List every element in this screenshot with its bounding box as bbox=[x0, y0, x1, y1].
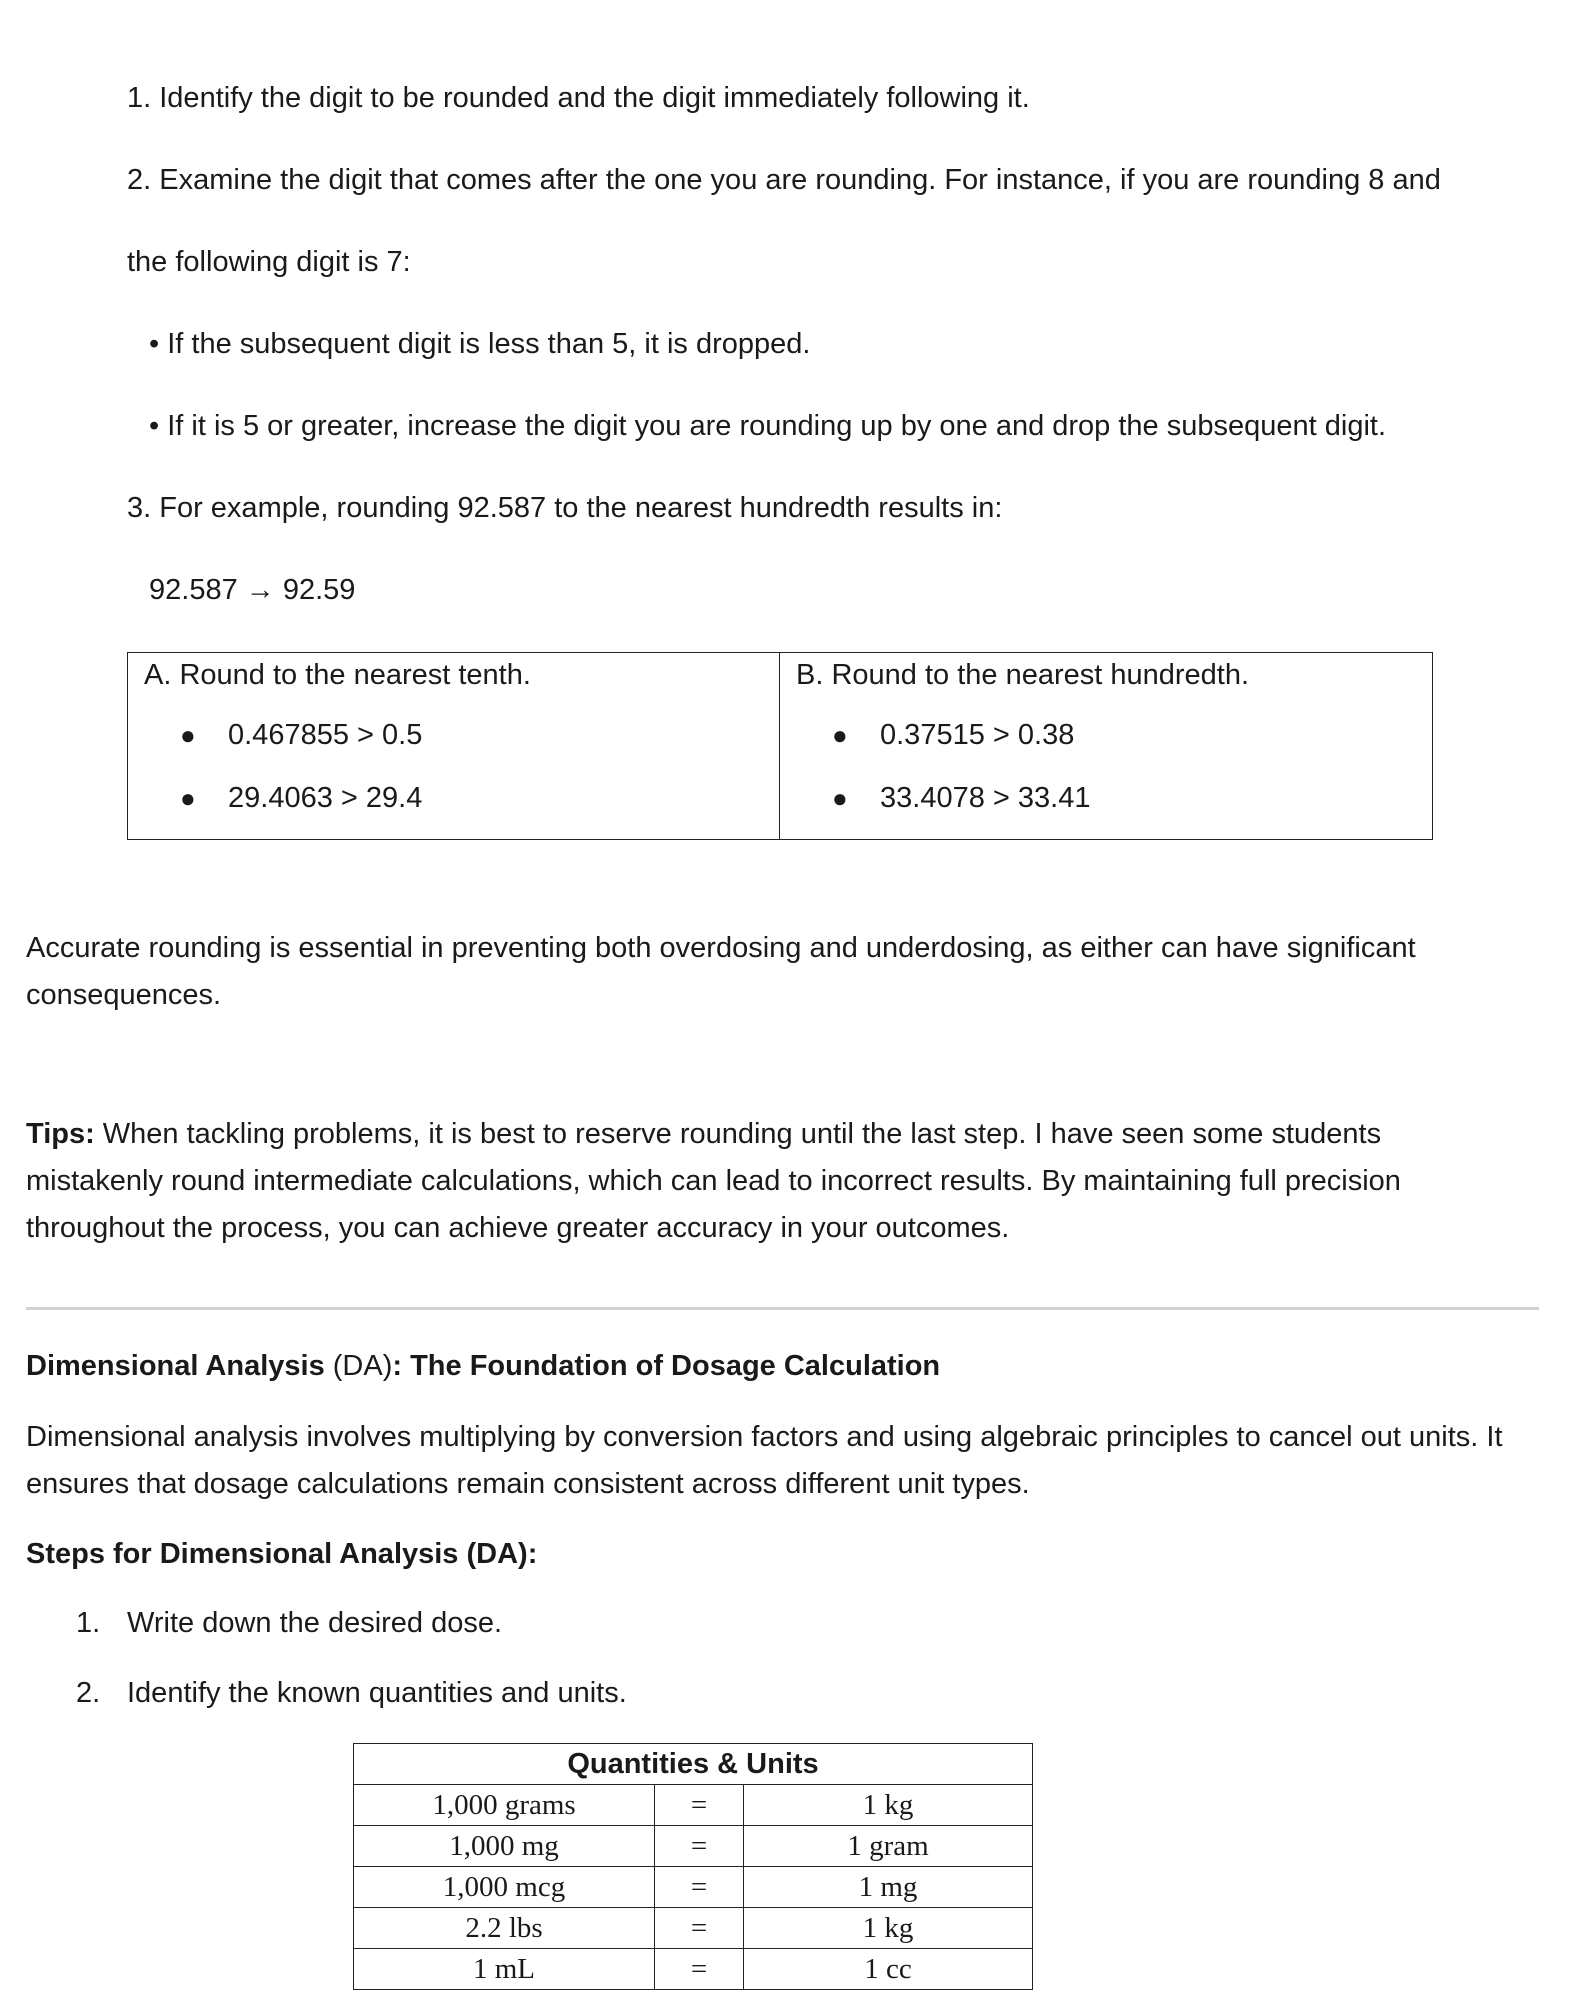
example-text: 0.37515 > 0.38 bbox=[880, 719, 1075, 751]
column-heading: B. Round to the nearest hundredth. bbox=[796, 659, 1250, 691]
da-step-text: Identify the known quantities and units. bbox=[127, 1677, 627, 1709]
rule-text: If it is 5 or greater, increase the digit you are rounding up by one and drop the subsequent digit. bbox=[167, 410, 1387, 442]
right-cell: 1 gram bbox=[744, 1826, 1033, 1867]
tips-label: Tips: bbox=[26, 1118, 95, 1150]
left-cell: 2.2 lbs bbox=[354, 1908, 655, 1949]
tips-text: When tackling problems, it is best to reserve rounding until the last step. I have seen some students mistakenly round intermediate calculations, which can lead to incorrect results. By maintaining full precision throughout the process, you can achieve greater accuracy in your outcomes. bbox=[26, 1118, 1401, 1244]
step-2 bbox=[127, 164, 1441, 197]
example-text: 0.467855 > 0.5 bbox=[228, 719, 423, 751]
example-item bbox=[832, 719, 1074, 752]
bullet-icon: ● bbox=[180, 783, 196, 813]
left-cell: 1 mL bbox=[354, 1949, 655, 1990]
example-text: 33.4078 > 33.41 bbox=[880, 782, 1091, 814]
heading-part: : The Foundation of Dosage Calculation bbox=[392, 1350, 941, 1382]
horizontal-divider bbox=[26, 1307, 1539, 1310]
equals-cell: = bbox=[655, 1785, 744, 1826]
rule-item bbox=[149, 328, 810, 361]
table-row bbox=[354, 1785, 1033, 1826]
tips-paragraph bbox=[26, 1111, 1526, 1252]
step-number: 3. bbox=[127, 492, 152, 524]
column-heading: A. Round to the nearest tenth. bbox=[144, 659, 531, 691]
heading-part: Dimensional Analysis bbox=[26, 1350, 325, 1382]
table-row bbox=[354, 1949, 1033, 1990]
example-line: 92.587 → 92.59 bbox=[149, 574, 356, 606]
table-row bbox=[354, 1867, 1033, 1908]
step-number: 1. bbox=[127, 82, 152, 114]
equals-cell: = bbox=[655, 1867, 744, 1908]
da-step-number: 1. bbox=[76, 1607, 101, 1639]
bullet-icon: • bbox=[149, 410, 160, 442]
accuracy-note: Accurate rounding is essential in preventing both overdosing and underdosing, as either can have significant consequences. bbox=[26, 932, 1416, 1011]
example-item bbox=[832, 782, 1090, 815]
step-text: Identify the digit to be rounded and the digit immediately following it. bbox=[159, 82, 1030, 114]
rule-item bbox=[149, 410, 1386, 443]
step-1 bbox=[127, 82, 1030, 115]
da-step-text: Write down the desired dose. bbox=[127, 1607, 503, 1639]
right-cell: 1 kg bbox=[744, 1908, 1033, 1949]
table-row bbox=[354, 1908, 1033, 1949]
steps-heading: Steps for Dimensional Analysis (DA): bbox=[26, 1538, 538, 1570]
table-title: Quantities & Units bbox=[354, 1744, 1033, 1785]
table-header-row bbox=[354, 1744, 1033, 1785]
left-cell: 1,000 mg bbox=[354, 1826, 655, 1867]
bullet-icon: • bbox=[149, 328, 160, 360]
equals-cell: = bbox=[655, 1908, 744, 1949]
rounding-column-tenth bbox=[128, 653, 780, 839]
rounding-column-hundredth bbox=[780, 653, 1432, 839]
da-intro: Dimensional analysis involves multiplying by conversion factors and using algebraic principles to cancel out units. It ensures that dosage calculations remain consistent across different unit types. bbox=[26, 1421, 1503, 1500]
step-2-continued: the following digit is 7: bbox=[127, 246, 411, 278]
bullet-icon: ● bbox=[832, 720, 848, 750]
rounding-examples-box bbox=[127, 652, 1433, 840]
right-cell: 1 cc bbox=[744, 1949, 1033, 1990]
step-number: 2. bbox=[127, 164, 152, 196]
step-text: Examine the digit that comes after the one you are rounding. For instance, if you are rounding 8 and bbox=[159, 164, 1441, 196]
bullet-icon: ● bbox=[832, 783, 848, 813]
left-cell: 1,000 mcg bbox=[354, 1867, 655, 1908]
rule-text: If the subsequent digit is less than 5, it is dropped. bbox=[167, 328, 811, 360]
example-item bbox=[180, 782, 422, 815]
heading-part: (DA) bbox=[324, 1350, 393, 1382]
units-table bbox=[353, 1743, 1033, 1990]
step-3 bbox=[127, 492, 1002, 525]
section-heading bbox=[26, 1350, 940, 1383]
step-text: For example, rounding 92.587 to the nearest hundredth results in: bbox=[159, 492, 1003, 524]
bullet-icon: ● bbox=[180, 720, 196, 750]
right-cell: 1 mg bbox=[744, 1867, 1033, 1908]
example-text: 29.4063 > 29.4 bbox=[228, 782, 423, 814]
left-cell: 1,000 grams bbox=[354, 1785, 655, 1826]
table-row bbox=[354, 1826, 1033, 1867]
equals-cell: = bbox=[655, 1826, 744, 1867]
equals-cell: = bbox=[655, 1949, 744, 1990]
right-cell: 1 kg bbox=[744, 1785, 1033, 1826]
da-step-number: 2. bbox=[76, 1677, 101, 1709]
example-item bbox=[180, 719, 422, 752]
